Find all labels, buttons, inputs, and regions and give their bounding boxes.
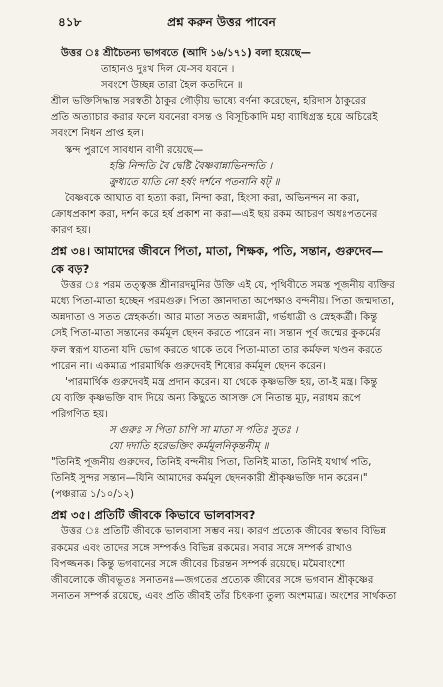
verse-block xyxy=(51,423,429,455)
text-line-12: কারণ হয়। xyxy=(51,225,92,237)
answer-35-line-4: জীবলোকে জীবভূতঃ সনাতনঃ—জগতের প্রত্যেক জীবের সঙ্গে ভগবান শ্রীকৃষ্ণের xyxy=(51,574,374,586)
answer-34-line-2: মধ্যে পিতা-মাতা হচ্ছেন পরমগুরু। পিতা জ্ঞানদাতা অপেক্ষাও বন্দনীয়। পিতা জন্মদাতা, xyxy=(51,296,395,308)
text-line-5: প্রতি অত্যাচার করার ফলে যবনেরা বসন্ত ও বিসূচিকাদি মহা ব্যাধিগ্রস্ত হয়ে অচিরেই xyxy=(51,112,378,124)
answer-35-line-5: সনাতন সম্পর্ক রয়েছে, এবং প্রতি জীবই তাঁর চিৎকণা তুল্য অংশমাত্র। অংশের সার্থকতা xyxy=(51,590,397,602)
answer-33-block xyxy=(51,46,429,239)
text-line-3: সবংশে উচ্ছন্ন তারা হৈল কতদিনে ॥ xyxy=(101,80,243,92)
text-line-11: ক্রোধপ্রকাশ করা, দর্শন করে হর্ষ প্রকাশ না করা—এই ছয় রকম আচরণ অধঃপতনের xyxy=(51,208,378,220)
answer-35-line-3: বিপজ্জনক। কিন্তু ভগবানের সঙ্গে জীবের চিরন্তন সম্পর্ক রয়েছে। মমৈবাংশো xyxy=(51,558,345,570)
text-line-1: উত্তর ঃ শ্রীচৈতন্য ভাগবতে (আদি ১৬/১৭১) বলা হয়েছে— xyxy=(61,48,311,59)
text-line-6: সবংশে নিধন প্রাপ্ত হল। xyxy=(51,128,144,140)
answer-34-line-9: পরিগণিত হয়। xyxy=(51,408,109,420)
question-35 xyxy=(51,506,429,524)
page-header xyxy=(0,14,443,32)
translation-block xyxy=(51,455,429,503)
answer-34-line-8: যে ব্যক্তি কৃষ্ণভক্তি বাদ দিয়ে অন্য কিছুতে আসক্ত সে নিতান্ত মূঢ়, নরাধম রূপে xyxy=(51,392,361,404)
text-line-2: তাহানও দুঃখ দিল যে-সব যবনে । xyxy=(101,64,235,76)
verse-line-1: স গুরুঃ স পিতা চাপি সা মাতা স পতিঃ সুতঃ । xyxy=(109,424,298,436)
text-line-9: ক্রুধ্যতে যাতি নো হর্ষং দর্শনে পতনানি ষট্ ॥ xyxy=(109,176,280,188)
answer-34-line-7: 'পারমার্থিক গুরুদেবই মন্ত্র প্রদান করেন। যা থেকে কৃষ্ণভক্তি হয়, তা-ই মন্ত্র। কিন্তু xyxy=(65,376,378,388)
text-line-8: হন্তি নিন্দতি বৈ দ্বেষ্টি বৈষ্ণবান্নাভিনন্দতি । xyxy=(109,160,273,172)
page-number: ৪১৮ xyxy=(58,15,82,29)
answer-34-block xyxy=(51,278,429,423)
question-34 xyxy=(51,242,429,278)
answer-34-line-5: ফল স্বরূপ যাতনা যদি ভোগ করতে থাকে তবে পিতা-মাতা তার কর্মফল খণ্ডন করতে xyxy=(51,344,383,356)
answer-35-line-1: উত্তর ঃ প্রতিটি জীবকে ভালবাসা সম্ভব নয়। কারণ প্রত্যেক জীবের স্বভাব বিভিন্ন xyxy=(61,526,387,538)
page-body xyxy=(51,46,429,605)
answer-35-block xyxy=(51,524,429,604)
answer-34-line-1: উত্তর ঃ পরম তত্ত্বজ্ঞ শ্রীনারদমুনির উক্তি এই যে, পৃথিবীতে সমস্ত পূজনীয় ব্যক্তির xyxy=(61,280,395,292)
translation-line-1: "তিনিই পূজনীয় গুরুদেব, তিনিই বন্দনীয় পিতা, তিনিই মাতা, তিনিই যথার্থ পতি, xyxy=(51,457,372,469)
answer-35-line-2: রকমের এবং তাদের সঙ্গে সম্পর্কও বিভিন্ন রকমের। সবার সঙ্গে সম্পর্ক রাখাও xyxy=(51,542,353,554)
running-title: প্রশ্ন করুন উত্তর পাবেন xyxy=(167,15,276,29)
question-34-line-1: প্রশ্ন ৩৪। আমাদের জীবনে পিতা, মাতা, শিক্ষক, পতি, সন্তান, গুরুদেব— xyxy=(51,244,384,259)
verse-line-2: যো দদাতি হরেভক্তিং কর্মমূলনিকৃন্তনীম্ ॥ xyxy=(109,441,269,453)
translation-line-2: তিনিই সুন্দর সন্তান—যিনি আমাদের কর্মমূল ছেদনকারী শ্রীকৃষ্ণভক্তি দান করেন।" xyxy=(51,473,368,485)
question-34-line-2: কে বড়? xyxy=(51,262,90,277)
answer-34-line-6: পারেন না। একমাত্র পারমার্থিক গুরুদেবই শিষ্যের কর্মমূল ছেদন করেন। xyxy=(51,360,326,372)
question-35-line: প্রশ্ন ৩৫। প্রতিটি জীবকে কিভাবে ভালবাসব? xyxy=(51,508,256,523)
answer-34-line-4: সেই পিতা-মাতা সন্তানের কর্মমূল ছেদন করতে পারেন না। সন্তান পূর্ব জন্মের কুকর্মের xyxy=(51,328,381,340)
answer-34-line-3: অন্নদাতা ও সতত স্নেহকর্তা। আর মাতা সতত অন্নদাত্রী, গর্ভধাত্রী ও স্নেহকর্ত্রী। কিন্তু xyxy=(51,312,378,324)
translation-line-3: (পঞ্চরাত্র ১/১০/১২) xyxy=(51,489,134,501)
text-line-10: বৈষ্ণবকে আঘাত বা হত্যা করা, নিন্দা করা, হিংসা করা, অভিনন্দন না করা, xyxy=(65,192,360,204)
text-line-7: স্কন্দ পুরাণে সাবধান বাণী রয়েছে— xyxy=(65,144,204,156)
text-line-4: শ্রীল ভক্তিসিদ্ধান্ত সরস্বতী ঠাকুর গৌড়ীয় ভাষ্যে বর্ণনা করেছেন, হরিদাস ঠাকুরের xyxy=(51,96,367,108)
